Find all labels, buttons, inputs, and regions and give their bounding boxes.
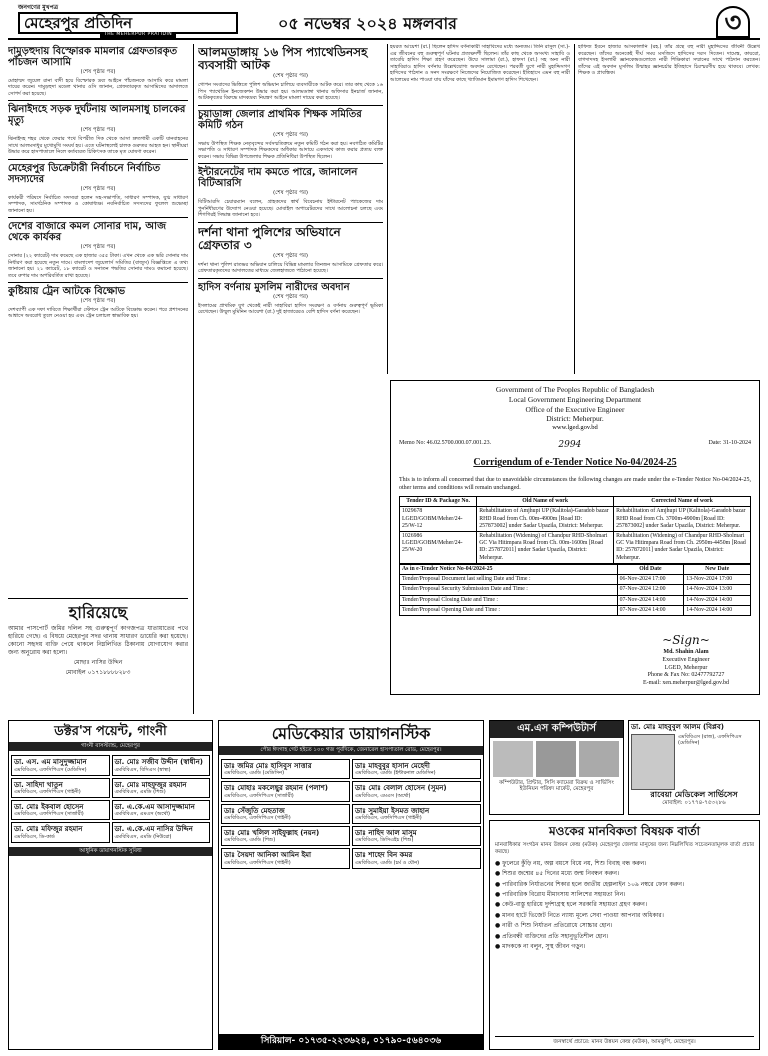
cctv-camera-image (493, 741, 533, 777)
article-body: সভায় উপস্থিত শিক্ষক নেতৃবৃন্দের সর্বসম্মতিক্রমে নতুন কমিটি গঠন করা হয়। নবগঠিত কমিটির সভাপতি ও সাধারণ সম্পাদক শিক্ষকদের অধিকার আদায়ে একসাথে কাজ করার প্রত্যয় ব্যক্ত করেন। সভায় বিভিন্ন উপজেলার শিক্ষক প্রতিনিধিরা উপস্থিত ছিলেন। (198, 140, 383, 160)
masthead (8, 4, 760, 40)
table-cell: Tender/Proposal Document last selling Date and Time : (400, 575, 618, 585)
doctor-name: ডাঃ সুমাইয়া ইসমত জাহান (355, 806, 430, 815)
article-body: গোপন সংবাদের ভিত্তিতে পুলিশ অভিযান চালিয়ে ব্যবসায়ীকে আটক করে। তার কাছ থেকে ১৬ পিস প্যাথেডিন ইনজেকশন উদ্ধার করা হয়। আলমডাঙ্গা থানার অফিসার ইনচার্জ জানান, আটককৃতের বিরুদ্ধে মাদকদ্রব্য নিয়ন্ত্রণ আইনে মামলা দায়ের করা হয়েছে। (198, 82, 383, 102)
doctor-degree: এমবিবিএস (রাজ), এফসিপিএস (মেডিসিন) (677, 733, 742, 746)
lost-notice (8, 598, 188, 708)
doctor-card (221, 781, 350, 801)
continued-label: (শেষ পৃষ্ঠার পর) (272, 131, 308, 138)
doctor-name: ডাঃ শাহেদ বিন কমর (355, 851, 413, 860)
divider (198, 278, 383, 279)
ad-ms-computers (489, 720, 624, 815)
doctor-name: ডাঃ জমির মোঃ হাসিবুস সাত্তার (224, 761, 312, 770)
doctor-degree: এমবিবিএস, বিসিএস (স্বাস্থ্য) (114, 766, 171, 773)
tender-district: District: Meherpur. (546, 414, 604, 424)
table-cell: 07-Nov-2024 12:00 (617, 585, 684, 595)
doctor-card (11, 778, 110, 798)
doctor-card (112, 755, 211, 775)
list-item-text: নারী ও শিশু নির্যাতন প্রতিরোধে সোচ্চার হোন। (502, 922, 613, 930)
doctor-photo (631, 734, 675, 790)
list-item-text: শিশুর জন্মের ৪৫ দিনের মধ্যে জন্ম নিবন্ধন করুন। (502, 870, 620, 878)
headline: মেহেরপুর ডিক্রেটারী নির্বাচনে নির্বাচিত সদস্যদের (8, 162, 161, 185)
divider (8, 282, 188, 283)
list-item: ● পারিবারিক বিরোধ মীমাংসায় সালিশের সহায়তা নিন। (495, 891, 626, 899)
headline: কুষ্টিয়ায় ট্রেন আটকে বিক্ষোভ (8, 286, 126, 297)
list-item: ● নারী ও শিশু নির্যাতন প্রতিরোধে সোচ্চার হোন। (495, 922, 613, 930)
tender-dates-table (399, 564, 751, 616)
doctor-degree: এমবিবিএস, এফসিপিএস (গাইনী) (14, 788, 81, 795)
continued-label: (শেষ পৃষ্ঠার পর) (272, 252, 308, 259)
article-body: বিটিআরসি চেয়ারম্যান বলেন, গ্রাহকদের স্বার্থ বিবেচনায় ইন্টারনেট প্যাকেজের দাম পুনর্নির্ধারণের উদ্যোগ নেওয়া হয়েছে। মোবাইল অপারেটরদের সাথে আলোচনা চলছে এবং শিগগিরই সিদ্ধান্ত জানানো হবে। (198, 199, 383, 218)
list-item-text: পারিবারিক বিরোধ মীমাংসায় সালিশের সহায়তা নিন। (502, 891, 626, 899)
signatory-title: Executive Engineer (662, 656, 710, 663)
ad-footer: জনস্বার্থে প্রচারে: মানব উন্নয়ন কেন্দ্র (মউক), আমঝুপি, মেহেরপুর। (495, 1036, 754, 1046)
doctor-name: ডাঃ নাহিদ আল মাসুম (355, 829, 417, 838)
doctor-name: ডা. মোঃ মফিজুর রহমান (14, 825, 83, 834)
clinic-phone: মোবাইল: ০১৭৭৪-৭৫৩২৮৬ (662, 799, 726, 806)
table-cell: 14-Nov-2024 13:00 (684, 585, 751, 595)
printer-image (536, 741, 576, 777)
masthead-tagline: জনগণের মুখপত্র (18, 4, 59, 11)
column-divider (193, 44, 194, 714)
list-item-text: মাদককে না বলুন, সুস্থ জীবন গড়ুন। (502, 942, 586, 950)
table-cell: 1026986 LGED/GOBM/Meher/24-25/W-20 (400, 532, 477, 564)
headline: দামুড়হুদায় বিস্ফোরক মামলার গ্রেফতারকৃত পাঁচজন আসামি (8, 46, 178, 68)
lost-title: হারিয়েছে (68, 603, 128, 622)
doctor-card (112, 800, 211, 820)
tender-date: Date: 31-10-2024 (708, 440, 751, 447)
tender-intro: This is to inform all concerned that due to unavoidable circumstances the following changes are made under the e-Tender Notice No-04/2024-25, other terms and conditions will remain unchanged. (399, 476, 751, 491)
headline: দেশের বাজারে কমল সোনার দাম, আজ থেকে কার্যকর (8, 221, 167, 244)
tender-dept: Local Government Engineering Department (508, 394, 642, 404)
ad-title: ডক্টর'স পয়েন্ট, গাংনী (54, 724, 167, 739)
article-body: কার্যকরী পরিষদে নির্বাচিত সদস্যরা হলেন সহ-সভাপতি, সাধারণ সম্পাদক, যুগ্ম সাধারণ সম্পাদক, সাংগঠনিক সম্পাদক ও কোষাধ্যক্ষ। নবনির্বাচিত সদস্যদের ফুলেল শুভেচ্ছা জানানো হয়। (8, 194, 188, 214)
doctor-card (112, 822, 211, 842)
continued-label: (শেষ পৃষ্ঠার পর) (80, 244, 116, 251)
table-cell: 06-Nov-2024 17:00 (617, 575, 684, 585)
masthead-name: মেহেরপুর প্রতিদিন (18, 12, 238, 34)
doctor-degree: এমবিবিএস, ডি-কার্ড (14, 833, 55, 840)
divider (8, 217, 188, 218)
table-cell: Rehabilitation of Amjhupi UP (Kalitola)-Garadob bazar RHD Road from Ch. 00m-4900m [Road ID: 257873002] under Sadar Upazila, District: Meherpur. (477, 507, 614, 532)
column-divider (387, 44, 388, 374)
tender-title: Corrigendum of e-Tender Notice No-04/2024-25 (473, 457, 677, 469)
ad-title: মওকের মানবিকতা বিষয়ক বার্তা (549, 824, 700, 838)
doctor-grid (9, 753, 212, 845)
doctor-name: ডা. সাহিদা খাতুন (14, 780, 63, 789)
divider (198, 163, 383, 164)
doctor-name: ডা. মোঃ মাহবুবুল আলম (বিপ্লব) (631, 723, 724, 731)
column-header: Corrected Name of work (614, 497, 751, 507)
signatory-org: LGED, Meherpur (664, 664, 708, 671)
doctor-degree: এমবিবিএস, এফসিপিএস (মেডিসিন) (14, 766, 87, 773)
list-item: ● পারিবারিক নির্যাতনের শিকার হলে জাতীয় হেল্পলাইন ১০৯ নম্বরে ফোন করুন। (495, 880, 685, 888)
doctor-info (629, 734, 759, 790)
doctor-degree: এমবিবিএস, এমডি (শিশু) (224, 837, 276, 844)
table-row (400, 575, 751, 585)
signatory-email: E-mail: xen.meherpur@lged.gov.bd (642, 680, 730, 687)
doctor-degree: এমবিবিএস, এমএস (অর্থো) (114, 811, 170, 818)
ad-title: মেডিকেয়ার ডায়াগনস্টিক (271, 724, 431, 743)
column-header: Old Name of work (477, 497, 614, 507)
doctor-card (11, 800, 110, 820)
signatory-phone: Phone & Fax No: 02477792727 (647, 672, 725, 679)
lost-mobile: মোবাইল ০১৭১৮৮৮৮২৮৩ (65, 668, 131, 676)
list-item-text: পারিবারিক নির্যাতনের শিকার হলে জাতীয় হেল্পলাইন ১০৯ নম্বরে ফোন করুন। (502, 880, 685, 888)
lost-body: আমার পাসপোর্ট জমির দলিল সহ গুরুত্বপূর্ণ কাগজপত্র যাতায়াতের পথে হারিয়ে গেছে। এ বিষয়ে মেহেরপুর সদর থানায় সাধারণ ডায়েরি করা হয়েছে। কোনো সহৃদয় ব্যক্তি পেয়ে থাকলে নিম্নলিখিত ঠিকানায় যোগাযোগ করার জন্য অনুরোধ করা হলো। (8, 625, 188, 657)
column-2 (198, 44, 383, 714)
column-3 (390, 44, 570, 374)
divider (198, 105, 383, 106)
article-body: দেশব্যাপী এক দফা দাবিতে শিক্ষার্থীরা স্টেশনে ট্রেন আটকে বিক্ষোভ করেন। পরে প্রশাসনের আশ্বাসে অবরোধ তুলে নেওয়া হয় এবং ট্রেন চলাচল স্বাভাবিক হয়। (8, 306, 188, 320)
list-item: ● প্রতিবন্ধী ব্যক্তিদের প্রতি সহানুভূতিশীল হোন। (495, 932, 609, 940)
ad-title: এম.এস কম্পিউটার্স (490, 721, 623, 738)
table-cell: 1029678 LGED/GOBM/Meher/24-25/W-12 (400, 507, 477, 532)
column-1 (8, 44, 188, 444)
doctor-degree: এমবিবিএস, এফসিপিএস (গাইনী) (224, 815, 291, 822)
doctor-grid (219, 757, 483, 871)
table-cell: 07-Nov-2024 14:00 (617, 605, 684, 615)
table-cell: Tender/Proposal Security Submission Date and Time : (400, 585, 618, 595)
column-header: New Date (684, 564, 751, 574)
article-body: মোহাম্মদ জুয়েল রানা বাদী হয়ে বিস্ফোরক দ্রব্য আইনে পাঁচজনকে আসামি করে মামলা দায়ের করেন। দামুড়হুদা মডেল থানার ওসি জানান, গ্রেফতারকৃত আসামিদের আদালতে সোপর্দ করা হয়েছে। (8, 77, 188, 97)
table-row (400, 595, 751, 605)
doctor-card (11, 822, 110, 842)
doctor-name: ডাঃ মোঃ খলিল সাইফুল্লাহ (নয়ন) (224, 829, 320, 838)
continued-label: (শেষ পৃষ্ঠার পর) (80, 185, 116, 192)
table-row (400, 507, 751, 532)
ad-medicare-diagnostic (218, 720, 484, 1050)
doctor-card (112, 778, 211, 798)
tender-office: Office of the Executive Engineer (525, 404, 625, 414)
column-4 (578, 44, 760, 374)
list-item-text: মানব হাটে ভিজেট নিতে ন্যায্য মূল্যে সেবা পাওয়া আপনার অধিকার। (502, 911, 664, 919)
list-item: ● শিশুর জন্মের ৪৫ দিনের মধ্যে জন্ম নিবন্ধন করুন। (495, 870, 620, 878)
doctor-name: ডাঃ মাহবুবুর হাসান মেহেদী (355, 761, 430, 770)
doctor-degree: এমবিবিএস, ডিসিএইচ (শিশু) (355, 837, 414, 844)
table-row (400, 605, 751, 615)
continued-label: (শেষ পৃষ্ঠার পর) (80, 69, 116, 75)
doctor-name: ডা. এস. এম মাসুদুজ্জামান (14, 758, 87, 767)
table-cell: Tender/Proposal Opening Date and Time : (400, 605, 618, 615)
list-item: ● কেউ-বাস্তু হারিয়ে দুর্দশাগ্রস্থ হলে সরকারি সহায়তা গ্রহণ করুন। (495, 901, 647, 909)
article-body: সোনার (২২ ক্যারেট) দাম কমেছে এক হাজার ৩৫৫ টাকা। এখন থেকে এক ভরি সোনার দাম নির্ধারণ করা হয়েছে নতুন দামে। বাংলাদেশ জুয়েলার্স সমিতির (বাজুস) বিজ্ঞপ্তিতে এ তথ্য জানানো হয়। ২১ ক্যারেট, ১৮ ক্যারেট ও সনাতন পদ্ধতির সোনার দামও কমানো হয়েছে। তবে রুপার দাম অপরিবর্তিত রাখা হয়েছে। (8, 253, 188, 279)
ad-address: পৌর ঈদগাহ গেট হইতে ১০০ গজ পূর্বদিকে, জেনারেল হাসপাতাল রোড, মেহেরপুর। (219, 746, 483, 755)
headline: ঝিনাইদহে সড়ক দুর্ঘটনায় আলমসাধু চালকের মৃত্যু (8, 104, 186, 127)
doctor-name: ডাঃ সৈয়দা আনিকা আমিন ইমা (224, 851, 312, 860)
doctor-name: ডা. এ.কে.এম নাসির উদ্দিন (114, 825, 193, 834)
doctor-card (352, 759, 481, 779)
divider (8, 159, 188, 160)
doctor-degree: এমবিবিএস, এমডি (নিউরো) (114, 833, 172, 840)
article-body: হাফিজ ইবনে হাজার আসকালানি (রহ.) তাঁর গ্রন্থে বহু নারী মুহাদ্দিসের জীবনী উল্লেখ করেছেন। তাঁদের অনেকেই দীর্ঘ সময় মসজিদে হাদিসের দরস দিতেন। দামেস্ক, কায়রো, বাগদাদসহ ইসলামী জ্ঞানকেন্দ্রগুলোতে নারী শিক্ষিকারা সম্মানের সাথে পাঠদান করতেন। তাঁদের এই অবদান মুসলিম উম্মাহর জ্ঞানচর্চার ইতিহাসে চিরস্মরণীয় হয়ে থাকবে। লেখক: শিক্ষক ও প্রাবন্ধিক। (578, 44, 760, 76)
article-body: হযরত আয়েশা (রা.) ছিলেন হাদিস বর্ণনাকারী সাহাবিদের মধ্যে অন্যতম। তিনি রাসুল (সা.)-এর জীবনের বহু গুরুত্বপূর্ণ ঘটনার প্রত্যক্ষদর্শী ছিলেন। তাঁর কাছ থেকে অসংখ্য সাহাবি ও তাবেয়ি হাদিস শিক্ষা গ্রহণ করেছেন। উম্মে সালামা (রা.), হাফসা (রা.) সহ অন্য নারী সাহাবিরাও হাদিস বর্ণনায় উল্লেখযোগ্য অবদান রেখেছেন। পরবর্তী যুগে নারী মুহাদ্দিসগণ হাদিসের পাঠদান ও সনদ সংরক্ষণে নিজেদের নিয়োজিত করেছেন। ইতিহাসে এমন বহু নারী আলেমের নাম পাওয়া যায় যাঁদের কাছে খ্যাতিমান ইমামগণ হাদিস শিখেছেন। (390, 44, 570, 83)
list-item-text: ফুলেরে কুঁড়ি নয়, অল্প বয়সে বিয়ে নয়, শিশু বিবাহ বন্ধ করুন। (502, 859, 647, 867)
table-header (400, 497, 751, 507)
headline: চুয়াডাঙ্গা জেলার প্রাথমিক শিক্ষক সমিতির কমিটি গঠন (198, 108, 362, 131)
doctor-degree: এমবিবিএস, এমডি (শিশু) (114, 788, 166, 795)
doctor-degree: এমবিবিএস, এমএস (অর্থো) (355, 792, 411, 799)
headline: আলমডাঙ্গায় ১৬ পিস প্যাথেডিনসহ ব্যবসায়ী আটক (198, 45, 368, 73)
doctor-name: ডা. এ.কে.এম আসাদুজ্জামান (114, 802, 195, 811)
ad-human-rights-message (489, 820, 760, 1050)
ad-address: গাংনী বাসস্ট্যান্ড, মেহেরপুর (9, 742, 212, 751)
lost-name: মোছাঃ নাসির উদ্দিন (73, 659, 123, 667)
table-cell: Tender/Proposal Closing Date and Time : (400, 595, 618, 605)
doctor-card (352, 848, 481, 868)
doctor-card (221, 826, 350, 846)
divider (198, 222, 383, 223)
doctor-card (221, 848, 350, 868)
clinic-name: রাবেয়া মেডিকেল সার্ভিসেস (650, 789, 738, 799)
continued-label: (শেষ পৃষ্ঠার পর) (80, 298, 116, 304)
table-cell: Rehabilitation (Widening) of Chandpur RHD-Sholmari GC Via Hitimpara Road from Ch. 00m-1600m [Road ID: 257872011] under Sadar Upazila, District: Meherpur. (477, 532, 614, 564)
doctor-card (221, 804, 350, 824)
table-cell: 13-Nov-2024 17:00 (684, 575, 751, 585)
table-cell: 14-Nov-2024 14:00 (684, 595, 751, 605)
doctor-degree: এমবিবিএস, এমডি (মেডিসিন) (224, 770, 285, 777)
issue-date: ০৫ নভেম্বর ২০২৪ মঙ্গলবার (278, 14, 457, 33)
list-item-text: প্রতিবন্ধী ব্যক্তিদের প্রতি সহানুভূতিশীল হোন। (502, 932, 609, 940)
table-cell: 14-Nov-2024 14:00 (684, 605, 751, 615)
product-images (490, 738, 623, 780)
ad-line: কম্পিউটার, প্রিন্টার, সিসি ক্যামেরা বিক্রয় ও সার্ভিসিং (499, 779, 614, 786)
doctor-degree: এমবিবিএস, এফসিপিএস (সার্জারী) (14, 811, 84, 818)
doctor-name: ডা. মোঃ সজীব উদ্দীন (স্বাধীন) (114, 758, 203, 767)
ad-doctors-point (8, 720, 213, 1050)
article-body: ঝিনাইদহ শহর থেকে ফেরার পথে বিপরীত দিক থেকে আসা দ্রুতগামী একটি যানবাহনের সাথে আলমসাধুর মুখোমুখি সংঘর্ষ হয়। এতে ঘটনাস্থলেই চালক গুরুতর আহত হন। স্থানীয়রা উদ্ধার করে হাসপাতালে নিলে কর্তব্যরত চিকিৎসক তাকে মৃত ঘোষণা করেন। (8, 136, 188, 156)
doctor-name: ডাঃ মোঃ বেলাল হোসেন (সুমন) (355, 784, 447, 793)
tender-notice (390, 380, 760, 695)
signatory-name: Md. Shahin Alam (663, 649, 709, 656)
divider (8, 100, 188, 101)
doctor-name: ডা. মোঃ ইকবাল হোসেন (14, 802, 84, 811)
table-row (400, 532, 751, 564)
masthead-name-en: THE MEHERPUR PRATIDIN (100, 32, 176, 38)
tender-table (399, 496, 751, 564)
tender-memo: Memo No: 46.02.5700.000.07.001.23. (399, 440, 492, 447)
ad-contact: ইউনিয়ন পরিষদ মার্কেট, মেহেরপুর (519, 786, 594, 793)
tender-signature-block (621, 633, 751, 688)
doctor-degree: এমবিবিএস, এফসিপিএস (সার্জারী) (224, 792, 294, 799)
doctor-degree: এমবিবিএস, এমডি (ইন্টারনাল মেডিসিন) (355, 770, 436, 777)
list-item: ● মানব হাটে ভিজেট নিতে ন্যায্য মূল্যে সেবা পাওয়া আপনার অধিকার। (495, 911, 664, 919)
ad-intro: মানবাধিকার সংগঠন মানব উন্নয়ন কেন্দ্র (মউক) মেহেরপুর জেলার মানুষের জন্য নিম্নলিখিত সচেতনতামূলক বার্তা প্রচার করছে। (495, 842, 754, 856)
tender-memo-row (399, 440, 751, 451)
doctor-name: ডাঃ সেঁজুতি মেহতাজ (224, 806, 285, 815)
signature: ~Sign~ (662, 633, 710, 648)
doctor-card (221, 759, 350, 779)
article-body: ইসলামের প্রাথমিক যুগ থেকেই নারী সাহাবিরা হাদিস সংরক্ষণ ও বর্ণনায় গুরুত্বপূর্ণ ভূমিকা রেখেছেন। উম্মুল মুমিনিন আয়েশা (রা.) দুই হাজারেরও বেশি হাদিস বর্ণনা করেছেন। (198, 302, 383, 316)
list-item-text: কেউ-বাস্তু হারিয়ে দুর্দশাগ্রস্থ হলে সরকারি সহায়তা গ্রহণ করুন। (502, 901, 647, 909)
column-header: Old Date (617, 564, 684, 574)
doctor-card (352, 781, 481, 801)
headline: হাদিস বর্ণনায় মুসলিম নারীদের অবদান (198, 281, 350, 293)
continued-label: (শেষ পৃষ্ঠার পর) (272, 293, 308, 300)
doctor-card (352, 804, 481, 824)
column-divider (574, 44, 575, 374)
tender-website: www.lged.gov.bd (552, 424, 598, 431)
headline: দর্শনা থানা পুলিশের অভিযানে গ্রেফতার ৩ (198, 224, 341, 252)
table-row (400, 585, 751, 595)
column-header: As in e-Tender Notice No-04/2024-25 (400, 564, 618, 574)
ad-footer: আধুনিক ডায়াগনস্টিক সুবিধা (9, 847, 212, 856)
doctor-name: ডা. মোঃ মাহফুজুর রহমান (114, 780, 187, 789)
continued-label: (শেষ পৃষ্ঠার পর) (272, 73, 308, 80)
page-number: ৩ (716, 6, 750, 38)
doctor-degree: এমবিবিএস, এফসিপিএস (গাইনী) (224, 859, 291, 866)
ad-doctor-mahbubul (628, 720, 760, 815)
continued-label: (শেষ পৃষ্ঠার পর) (80, 127, 116, 134)
list-item: ● মাদককে না বলুন, সুস্থ জীবন গড়ুন। (495, 942, 586, 950)
doctor-name: ডাঃ মোহাঃ মকলেছুর রহমান (পলাশ) (224, 784, 328, 793)
table-header (400, 564, 751, 574)
table-cell: Rehabilitation (Widening) of Chandpur RHD-Sholmari GC Via Hitimpara Road from Ch. 2950m-4450m [Road ID: 257872011] under Sadar Upazila, District: Meherpur. (614, 532, 751, 564)
table-cell: 07-Nov-2024 14:00 (617, 595, 684, 605)
continued-label: (শেষ পৃষ্ঠার পর) (272, 190, 308, 197)
doctor-degree: এমবিবিএস, এমডি (চর্ম ও যৌন) (355, 859, 420, 866)
table-cell: Rehabilitation of Amjhupi UP (Kalitola)-Garadob bazar RHD Road from Ch. 3700m-4900m [Road ID: 257873002] under Sadar Upazila, District: Meherpur. (614, 507, 751, 532)
headline: ইন্টারনেটের দাম কমতে পারে, জানালেন বিটিআরসি (198, 167, 358, 190)
doctor-card (11, 755, 110, 775)
doctor-degree: এমবিবিএস, এফসিপিএস (গাইনী) (355, 815, 422, 822)
doctor-card (352, 826, 481, 846)
article-body: দর্শনা থানা পুলিশ রাতভর অভিযান চালিয়ে বিভিন্ন মামলার তিনজন আসামিকে গ্রেফতার করে। গ্রেফতারকৃতদের আদালতের মাধ্যমে জেলহাজতে পাঠানো হয়েছে। (198, 261, 383, 275)
tender-gov: Government of The Peoples Republic of Bangladesh (495, 385, 655, 394)
list-item: ● ফুলেরে কুঁড়ি নয়, অল্প বয়সে বিয়ে নয়, শিশু বিবাহ বন্ধ করুন। (495, 859, 647, 867)
computer-image (579, 741, 619, 777)
tender-memo-number: 2994 (558, 440, 582, 451)
column-header: Tender ID & Package No. (400, 497, 477, 507)
serial-hotline: সিরিয়াল- ০১৭৩৫-২২৩৬২৪, ০১৭৯০-৫৬৪০৩৬ (219, 1034, 483, 1049)
